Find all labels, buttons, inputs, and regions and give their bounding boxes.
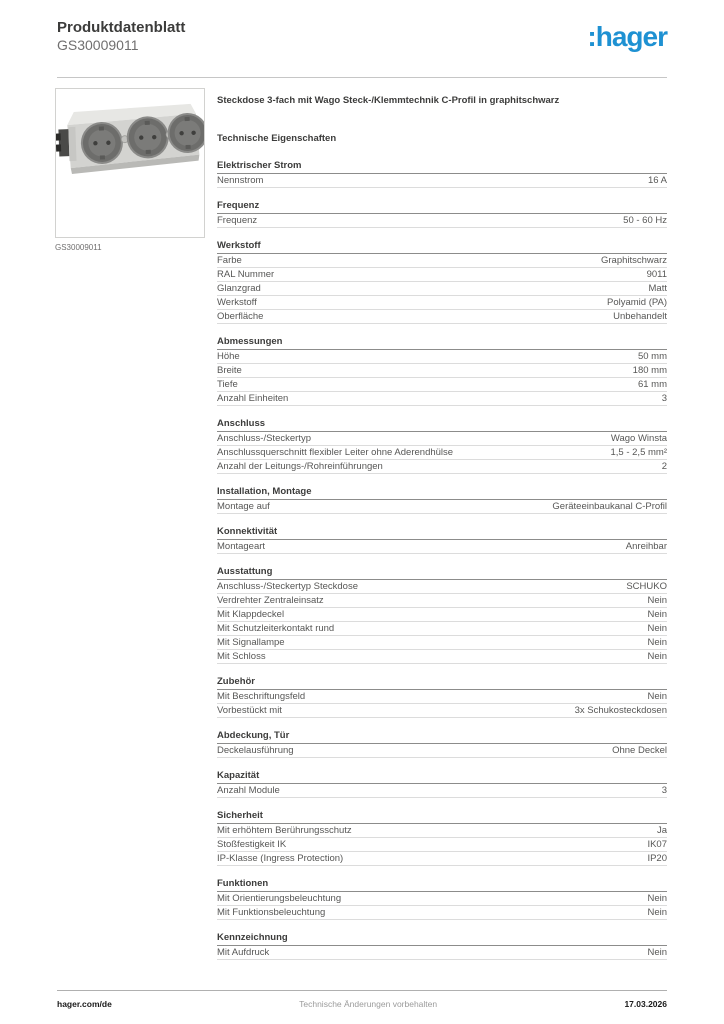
spec-column (217, 88, 667, 960)
spec-row (217, 500, 667, 514)
spec-row (217, 580, 667, 594)
spec-label: Mit Schloss (217, 650, 266, 662)
spec-value: Ohne Deckel (612, 744, 667, 756)
spec-label: Tiefe (217, 378, 238, 390)
spec-label: Glanzgrad (217, 282, 261, 294)
header-divider (57, 77, 667, 78)
spec-value: 50 mm (637, 350, 667, 362)
spec-label: Mit Beschriftungsfeld (217, 690, 306, 702)
spec-section-title: Installation, Montage (217, 486, 667, 500)
specs-heading: Technische Eigenschaften (217, 133, 337, 144)
spec-value: 3x Schukosteckdosen (574, 704, 667, 716)
spec-section-title: Elektrischer Strom (217, 160, 667, 174)
spec-section-title: Ausstattung (217, 566, 667, 580)
spec-value: 180 mm (632, 364, 667, 376)
spec-value: 2 (661, 460, 667, 472)
spec-section (217, 932, 667, 960)
spec-row (217, 852, 667, 866)
spec-section (217, 160, 667, 188)
spec-row (217, 268, 667, 282)
spec-value: Nein (647, 892, 667, 904)
spec-label: Stoßfestigkeit IK (217, 838, 287, 850)
spec-label: Anzahl Module (217, 784, 280, 796)
spec-label: Montage auf (217, 500, 270, 512)
spec-value: Matt (648, 282, 667, 294)
spec-label: Oberfläche (217, 310, 264, 322)
spec-label: Verdrehter Zentraleinsatz (217, 594, 324, 606)
spec-row (217, 690, 667, 704)
spec-value: 9011 (646, 268, 667, 280)
spec-row (217, 650, 667, 664)
product-image-frame (55, 88, 205, 238)
spec-label: Anschlussquerschnitt flexibler Leiter ohne Aderendhülse (217, 446, 454, 458)
spec-row (217, 350, 667, 364)
spec-section-title: Abdeckung, Tür (217, 730, 667, 744)
spec-row (217, 892, 667, 906)
spec-label: RAL Nummer (217, 268, 275, 280)
spec-value: 50 - 60 Hz (623, 214, 667, 226)
spec-row (217, 906, 667, 920)
spec-section (217, 336, 667, 406)
spec-label: Anschluss-/Steckertyp (217, 432, 311, 444)
spec-value: Nein (647, 608, 667, 620)
spec-section (217, 566, 667, 664)
spec-section-title: Funktionen (217, 878, 667, 892)
spec-value: Graphitschwarz (601, 254, 667, 266)
spec-label: Frequenz (217, 214, 258, 226)
spec-row (217, 392, 667, 406)
spec-label: Nennstrom (217, 174, 264, 186)
spec-label: IP-Klasse (Ingress Protection) (217, 852, 344, 864)
page-title: Produktdatenblatt (57, 19, 186, 36)
spec-section (217, 526, 667, 554)
spec-row (217, 540, 667, 554)
spec-value: Ja (656, 824, 667, 836)
photo-column (55, 88, 205, 252)
spec-row (217, 784, 667, 798)
spec-section (217, 240, 667, 324)
product-image-caption: GS30009011 (55, 243, 102, 252)
spec-value: Nein (647, 690, 667, 702)
spec-section-title: Konnektivität (217, 526, 667, 540)
spec-label: Mit Orientierungsbeleuchtung (217, 892, 342, 904)
spec-row (217, 622, 667, 636)
spec-row (217, 432, 667, 446)
footer-date: 17.03.2026 (624, 999, 667, 1009)
spec-value: SCHUKO (626, 580, 667, 592)
spec-section (217, 418, 667, 474)
spec-row (217, 446, 667, 460)
spec-section-title: Kennzeichnung (217, 932, 667, 946)
spec-row (217, 214, 667, 228)
spec-section-title: Frequenz (217, 200, 667, 214)
spec-value: 61 mm (637, 378, 667, 390)
spec-section (217, 878, 667, 920)
hager-logo: :hager (587, 21, 667, 52)
spec-label: Anzahl Einheiten (217, 392, 289, 404)
spec-sections (217, 160, 667, 960)
spec-value: Nein (647, 594, 667, 606)
spec-section (217, 200, 667, 228)
spec-value: 16 A (647, 174, 667, 186)
spec-value: 1,5 - 2,5 mm² (610, 446, 667, 458)
spec-label: Höhe (217, 350, 240, 362)
spec-row (217, 704, 667, 718)
spec-section (217, 730, 667, 758)
spec-row (217, 364, 667, 378)
spec-label: Deckelausführung (217, 744, 294, 756)
spec-value: Nein (647, 636, 667, 648)
spec-label: Mit Klappdeckel (217, 608, 285, 620)
spec-row (217, 824, 667, 838)
product-id: GS30009011 (57, 37, 139, 53)
spec-label: Montageart (217, 540, 266, 552)
spec-section (217, 676, 667, 718)
spec-value: IK07 (647, 838, 667, 850)
spec-label: Mit Aufdruck (217, 946, 270, 958)
spec-value: 3 (661, 392, 667, 404)
spec-section-title: Kapazität (217, 770, 667, 784)
spec-label: Anschluss-/Steckertyp Steckdose (217, 580, 358, 592)
spec-row (217, 744, 667, 758)
spec-row (217, 594, 667, 608)
spec-value: Geräteeinbaukanal C-Profil (552, 500, 667, 512)
spec-value: 3 (661, 784, 667, 796)
spec-section (217, 770, 667, 798)
spec-value: Wago Winsta (610, 432, 667, 444)
spec-section-title: Abmessungen (217, 336, 667, 350)
footer (57, 990, 667, 1009)
spec-value: Nein (647, 906, 667, 918)
spec-label: Farbe (217, 254, 242, 266)
product-title: Steckdose 3-fach mit Wago Steck-/Klemmtechnik C-Profil in graphitschwarz (217, 95, 560, 106)
spec-row (217, 946, 667, 960)
footer-url: hager.com/de (57, 999, 112, 1009)
spec-section (217, 486, 667, 514)
header (57, 19, 667, 54)
spec-value: Anreihbar (625, 540, 667, 552)
spec-row (217, 636, 667, 650)
spec-row (217, 838, 667, 852)
spec-row (217, 282, 667, 296)
spec-row (217, 460, 667, 474)
spec-value: Unbehandelt (613, 310, 667, 322)
spec-row (217, 310, 667, 324)
spec-row (217, 174, 667, 188)
spec-row (217, 296, 667, 310)
spec-row (217, 608, 667, 622)
spec-value: Nein (647, 622, 667, 634)
spec-label: Mit Funktionsbeleuchtung (217, 906, 326, 918)
product-photo (56, 89, 204, 237)
spec-value: IP20 (647, 852, 667, 864)
spec-label: Mit erhöhtem Berührungsschutz (217, 824, 352, 836)
spec-section (217, 810, 667, 866)
spec-label: Mit Schutzleiterkontakt rund (217, 622, 335, 634)
spec-label: Vorbestückt mit (217, 704, 282, 716)
spec-value: Nein (647, 650, 667, 662)
spec-value: Polyamid (PA) (606, 296, 667, 308)
spec-label: Anzahl der Leitungs-/Rohreinführungen (217, 460, 383, 472)
spec-section-title: Werkstoff (217, 240, 667, 254)
spec-label: Mit Signallampe (217, 636, 285, 648)
footer-notice: Technische Änderungen vorbehalten (299, 999, 438, 1009)
spec-label: Breite (217, 364, 242, 376)
spec-section-title: Anschluss (217, 418, 667, 432)
spec-row (217, 254, 667, 268)
spec-label: Werkstoff (217, 296, 257, 308)
spec-section-title: Sicherheit (217, 810, 667, 824)
spec-row (217, 378, 667, 392)
spec-value: Nein (647, 946, 667, 958)
spec-section-title: Zubehör (217, 676, 667, 690)
